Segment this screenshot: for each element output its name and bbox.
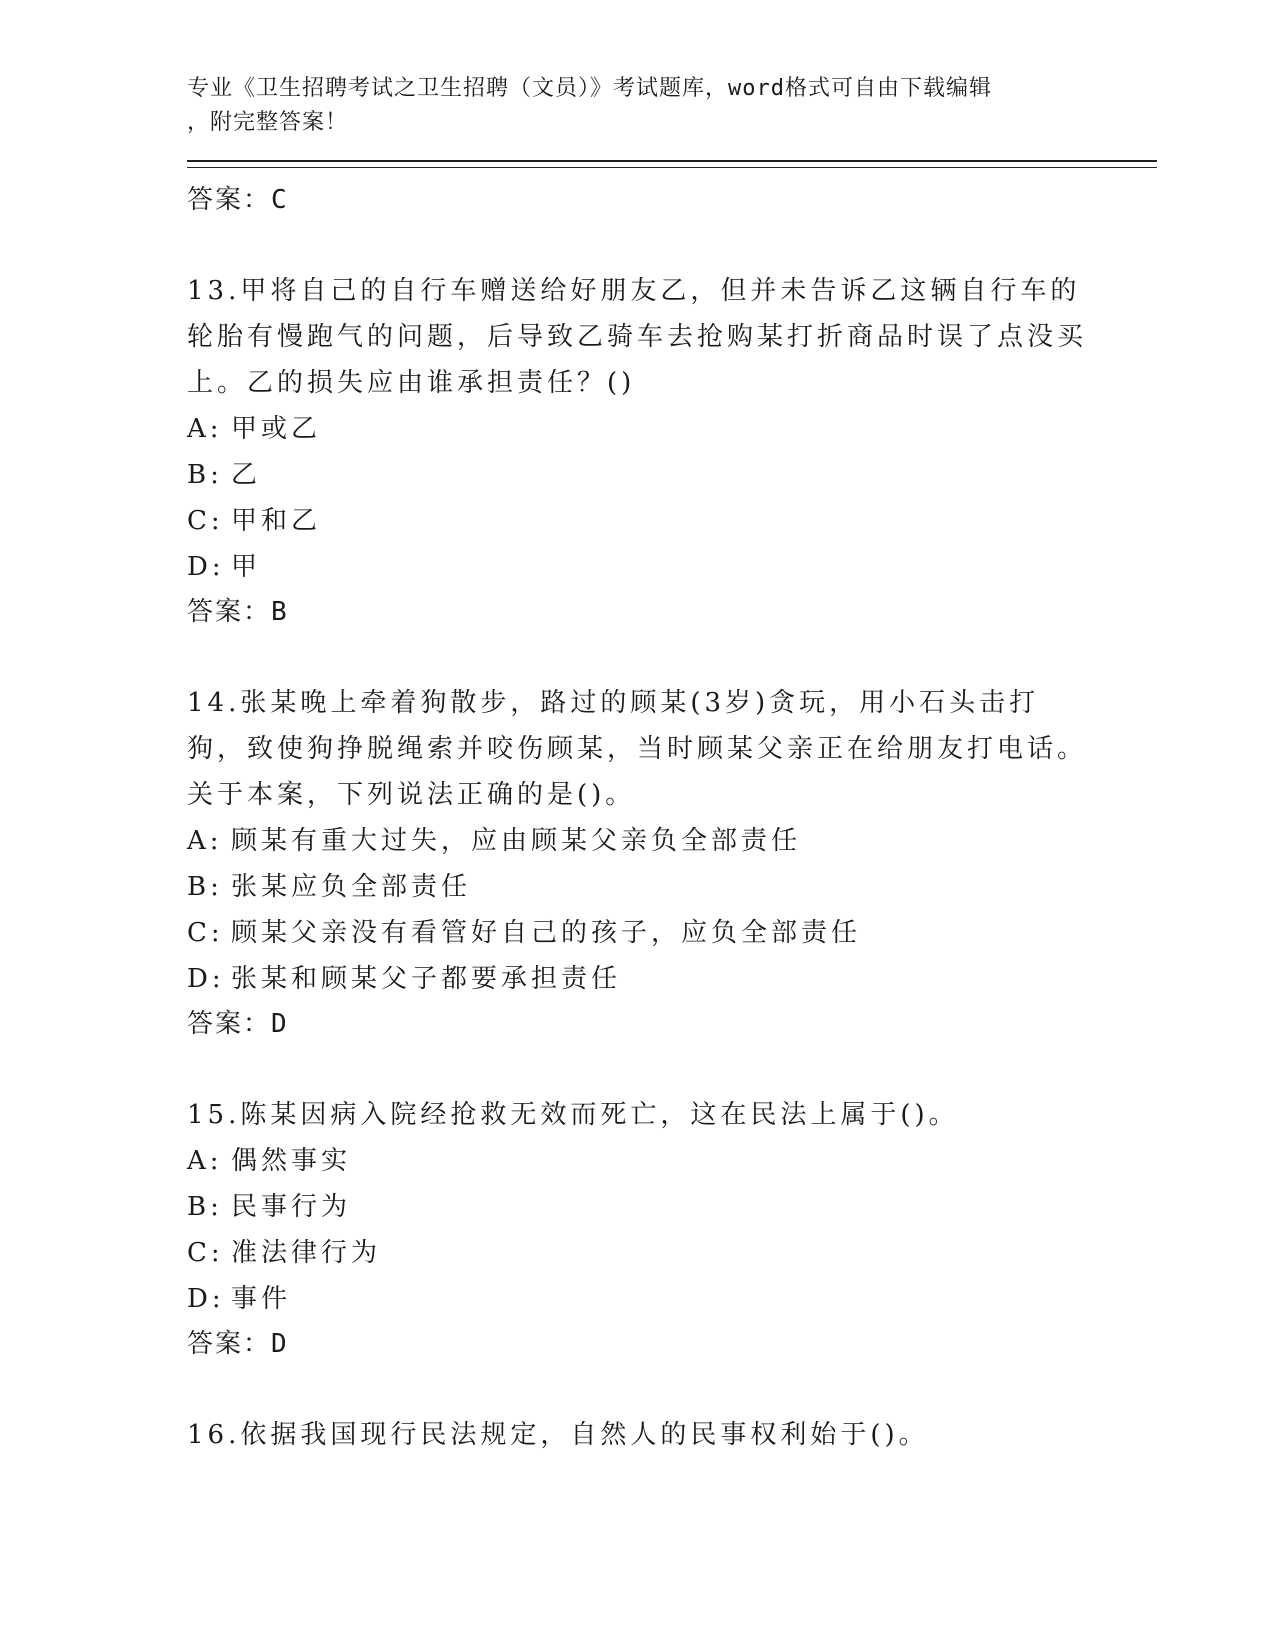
question-14 — [187, 680, 1107, 1046]
option-text: 顾某有重大过失，应由顾某父亲负全部责任 — [231, 826, 802, 856]
option-text: 甲 — [231, 552, 262, 582]
option-a — [187, 1138, 1107, 1184]
option-b — [187, 452, 1107, 498]
question-15 — [187, 1092, 1107, 1366]
option-text: 事件 — [231, 1284, 292, 1314]
document-page — [187, 72, 1107, 1458]
option-text: 民事行为 — [231, 1192, 352, 1222]
option-key: D: — [187, 964, 225, 994]
question-text: 16.依据我国现行民法规定，自然人的民事权利始于()。 — [187, 1420, 929, 1450]
option-key: A: — [187, 826, 223, 856]
option-d — [187, 1276, 1107, 1322]
option-text: 准法律行为 — [231, 1238, 382, 1268]
option-d — [187, 544, 1107, 590]
header-line-2: ，附完整答案！ — [187, 110, 349, 135]
answer-line: 答案：D — [187, 1329, 289, 1359]
option-c — [187, 910, 1107, 956]
header-divider — [187, 160, 1157, 168]
option-text: 顾某父亲没有看管好自己的孩子，应负全部责任 — [231, 918, 862, 948]
option-text: 甲或乙 — [231, 414, 322, 444]
option-key: A: — [187, 1146, 223, 1176]
option-a — [187, 406, 1107, 452]
option-c — [187, 1230, 1107, 1276]
header-line-1: 专业《卫生招聘考试之卫生招聘（文员）》考试题库，word格式可自由下载编辑 — [187, 76, 992, 101]
option-text: 偶然事实 — [231, 1146, 352, 1176]
option-c — [187, 498, 1107, 544]
question-text: 13.甲将自己的自行车赠送给好朋友乙，但并未告诉乙这辆自行车的轮胎有慢跑气的问题，后导致乙骑车去抢购某打折商品时误了点没买上。乙的损失应由谁承担责任？() — [187, 276, 1088, 398]
question-text: 15.陈某因病入院经抢救无效而死亡，这在民法上属于()。 — [187, 1100, 959, 1130]
answer-line: 答案：D — [187, 1009, 289, 1039]
option-key: A: — [187, 414, 223, 444]
option-b — [187, 864, 1107, 910]
option-a — [187, 818, 1107, 864]
option-key: C: — [187, 1238, 224, 1268]
option-key: D: — [187, 1284, 225, 1314]
option-key: C: — [187, 506, 224, 536]
option-key: C: — [187, 918, 224, 948]
option-d — [187, 956, 1107, 1002]
option-key: B: — [187, 460, 223, 490]
question-16 — [187, 1412, 1107, 1458]
option-text: 张某应负全部责任 — [231, 872, 472, 902]
option-key: D: — [187, 552, 225, 582]
question-text: 14.张某晚上牵着狗散步，路过的顾某(3岁)贪玩，用小石头击打狗，致使狗挣脱绳索并咬伤顾某，当时顾某父亲正在给朋友打电话。关于本案，下列说法正确的是()。 — [187, 688, 1088, 810]
document-header — [187, 72, 1067, 140]
answer-line: 答案：B — [187, 597, 289, 627]
option-text: 甲和乙 — [231, 506, 322, 536]
option-text: 乙 — [231, 460, 262, 490]
option-key: B: — [187, 1192, 223, 1222]
answer-line: 答案：C — [187, 185, 289, 215]
option-key: B: — [187, 872, 223, 902]
option-b — [187, 1184, 1107, 1230]
option-text: 张某和顾某父子都要承担责任 — [231, 964, 622, 994]
question-13 — [187, 268, 1107, 634]
